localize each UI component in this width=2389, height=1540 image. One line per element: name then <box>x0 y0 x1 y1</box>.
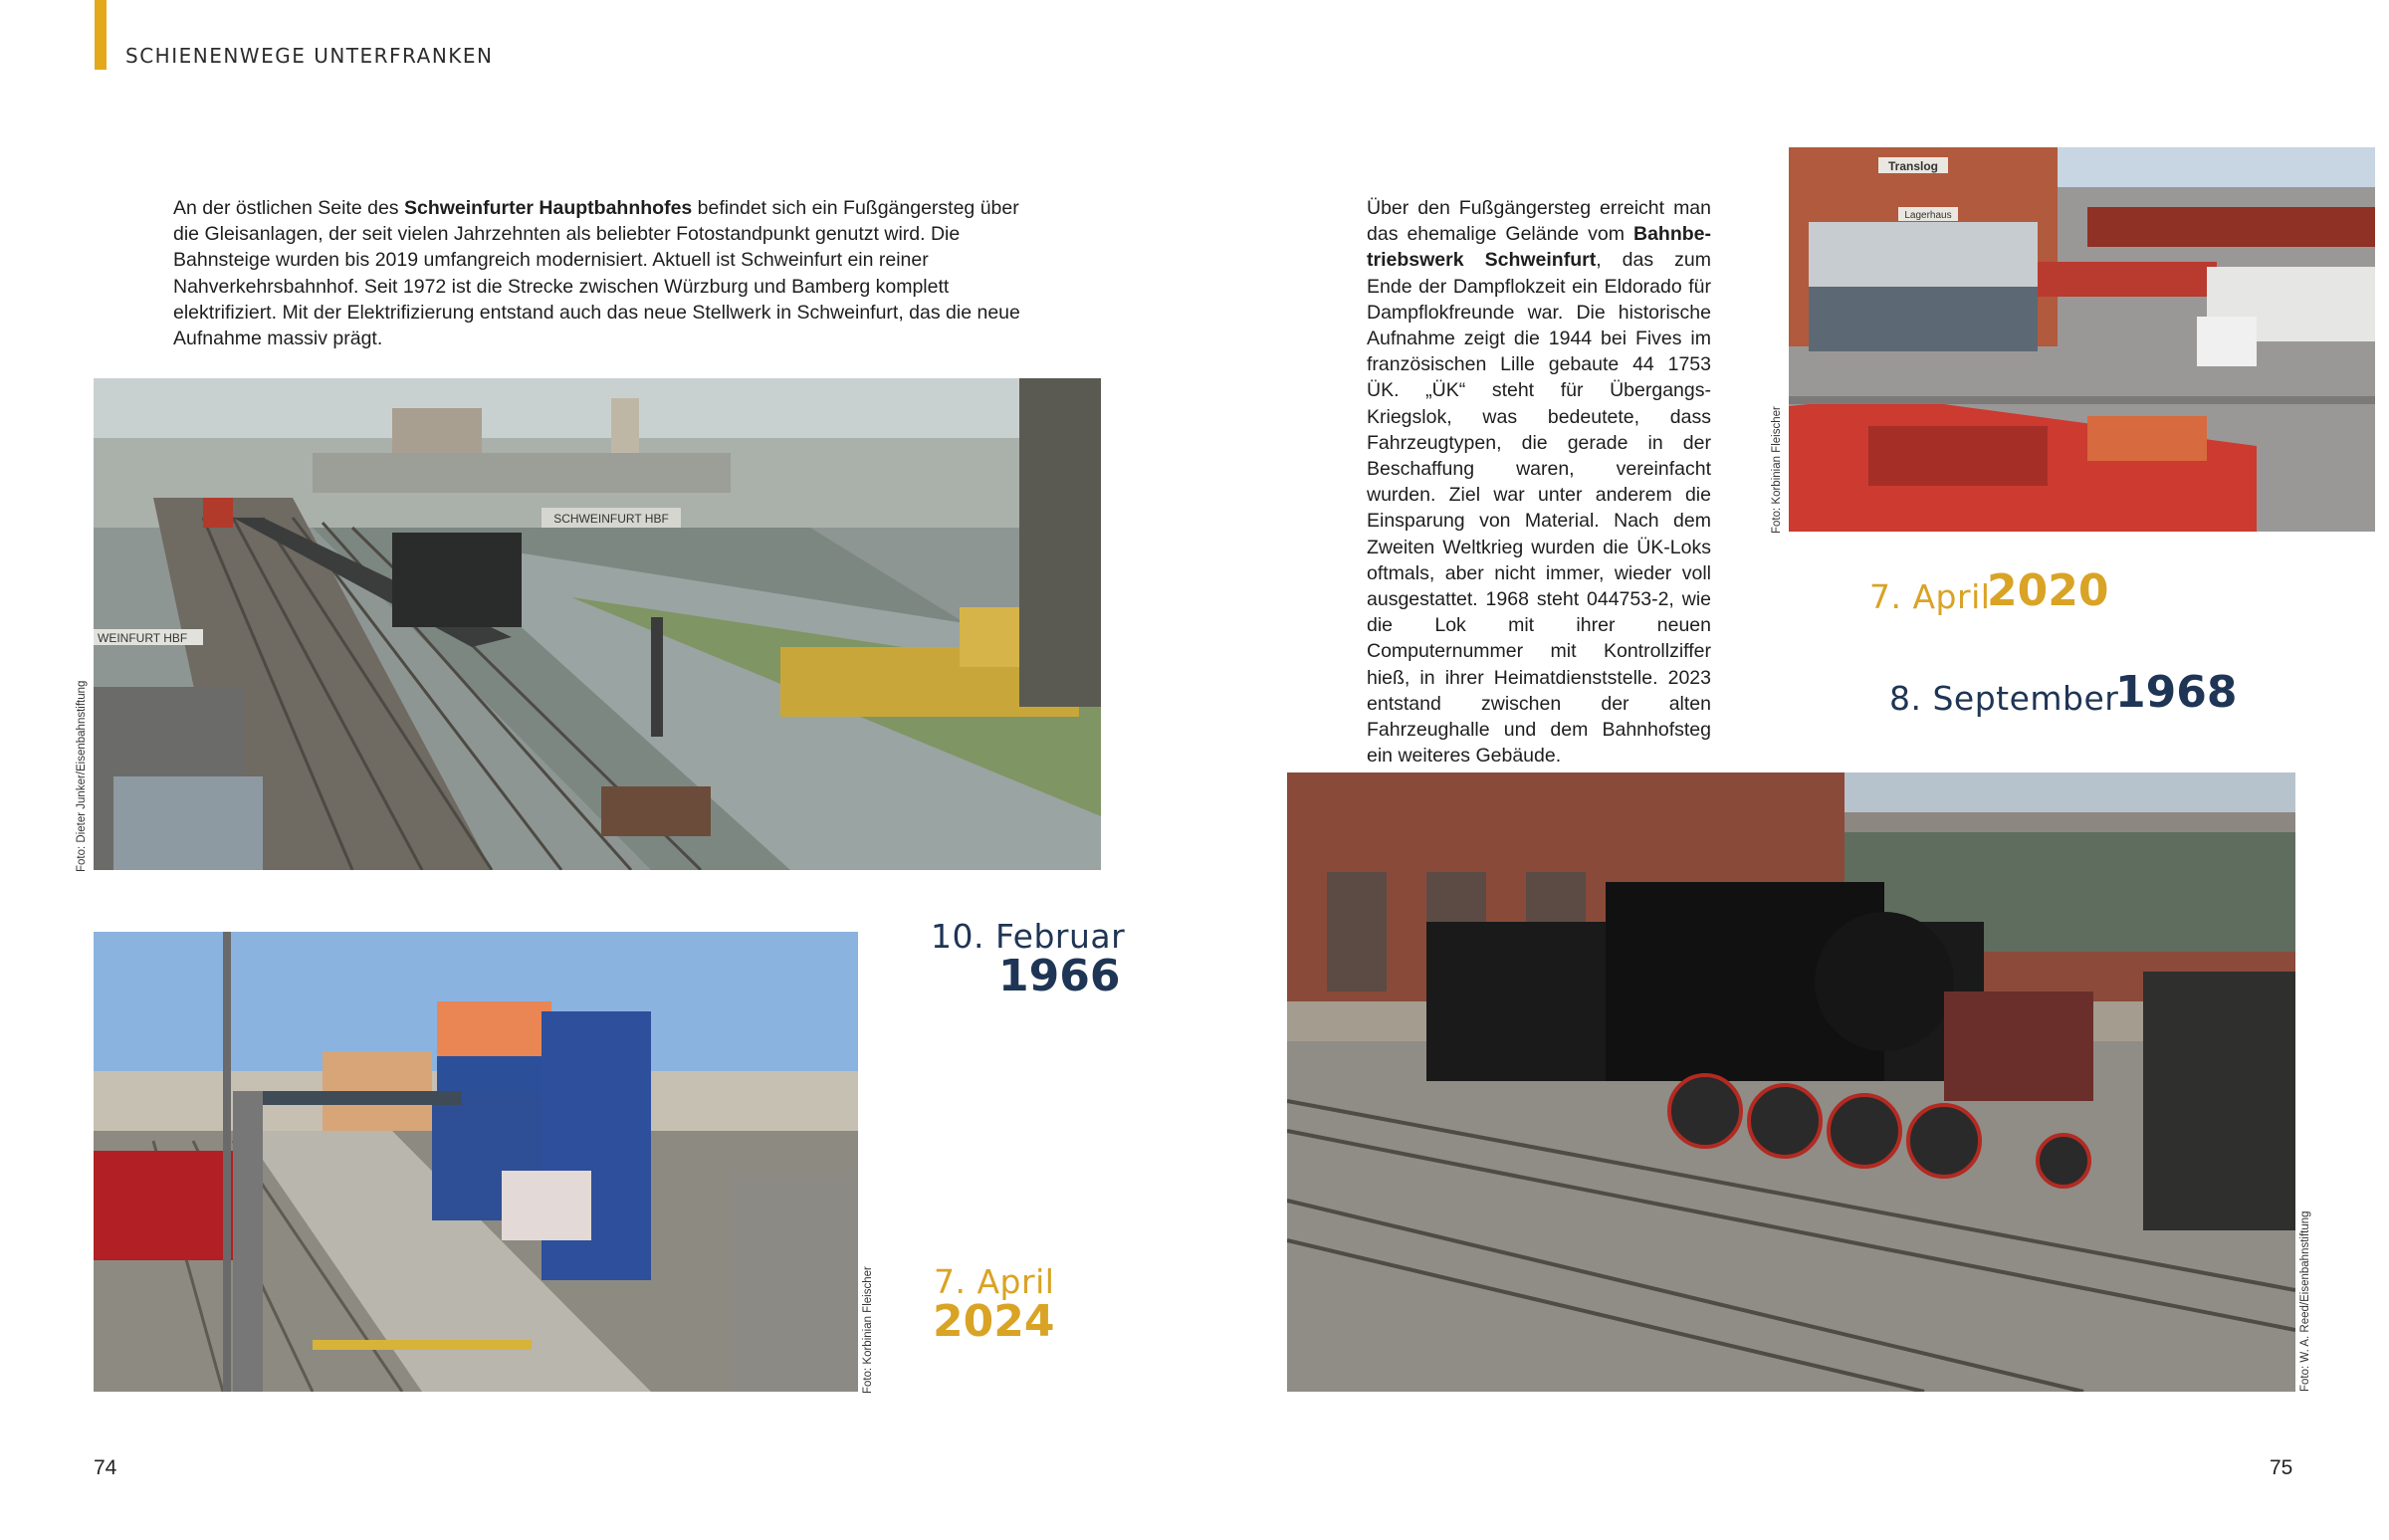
date-2024-year: 2024 <box>933 1296 1055 1347</box>
page-number-left: 74 <box>94 1456 117 1479</box>
date-2024-month: 7. April <box>934 1262 1055 1301</box>
date-1966-month: 10. Februar <box>931 917 1126 956</box>
right-article-text <box>1367 195 1711 769</box>
left-text-bold: Schweinfurter Hauptbahnhofes <box>403 197 693 219</box>
yard-sign-lagerhaus: Lagerhaus <box>1904 210 1952 221</box>
right-text-part-1: Über den Fußgängersteg erreicht man das ehemalige Gelände vom <box>1367 197 1711 246</box>
station-sign-left: WEINFURT HBF <box>98 631 188 645</box>
right-text-bold: Bahnbetriebswerk Schweinfurt <box>1367 223 1711 272</box>
credit-loco-1968: Foto: W. A. Reed/Eisenbahnstiftung <box>2299 1210 2311 1392</box>
date-1968-month: 8. September <box>1889 679 2119 718</box>
yard-sign-translog: Translog <box>1887 159 1939 173</box>
credit-yard-2020: Foto: Korbinian Fleischer <box>1771 406 1783 534</box>
running-header: SCHIENENWEGE UNTERFRANKEN <box>125 44 494 68</box>
header-accent-bar <box>95 0 107 70</box>
credit-station-1966: Foto: Dieter Junker/Eisenbahnstiftung <box>76 680 88 872</box>
left-article-text <box>173 195 1023 351</box>
photo-loco-1968 <box>1287 772 2295 1392</box>
page-number-right: 75 <box>2270 1456 2293 1479</box>
station-sign-top: SCHWEINFURT HBF <box>553 512 669 526</box>
date-2020-month: 7. April <box>1869 577 1991 616</box>
date-1966-year: 1966 <box>998 951 1121 1001</box>
credit-station-2024: Foto: Korbinian Fleischer <box>862 1266 874 1394</box>
date-1968-year: 1968 <box>2115 667 2238 718</box>
left-text-part-2: befindet sich ein Fußgängersteg über die Gleisanlagen, der seit vielen Jahrzehnten als beliebter Fotostandpunkt genutzt wird. Die Bahnsteige wurden bis 2019 umfangreich modernisiert. Aktuell ist Schweinfurt ein reiner Nahverkehrsbahnhof. Seit 1972 ist die Strecke zwischen Würzburg und Bamberg komplett elektrifiziert. Mit der Elektrifizierung entstand auch das neue Stellwerk in Schweinfurt, das die neue Aufnahme massiv prägt. <box>173 197 1020 350</box>
photo-yard-2020 <box>1789 147 2375 532</box>
photo-station-2024 <box>94 932 858 1392</box>
left-text-part-1: An der östlichen Seite des <box>173 197 404 219</box>
date-2020-year: 2020 <box>1987 565 2109 616</box>
right-text-part-2: , das zum Ende der Dampflokzeit ein Eldorado für Dampflokfreunde war. Die historische Aufnahme zeigt die 1944 bei Fives im französischen Lille gebaute 44 1753 ÜK. „ÜK“ steht für Übergangs-Kriegslok, was bedeutete, dass Fahrzeugtypen, die gerade in der Beschaffung waren, vereinfacht wurden. Ziel war unter anderem die Einsparung von Material. Nach dem Zweiten Weltkrieg wurden die ÜK-Loks oftmals, aber nicht immer, wieder voll ausgestattet. 1968 steht 044753-2, wie die Lok mit ihrer neuen Computernummer mit Kontrollziffer hieß, in ihrer Heimatdienststelle. 2023 entstand zwischen der alten Fahrzeughalle und dem Bahnhofsteg ein weiteres Gebäude. <box>1367 249 1711 768</box>
photo-station-1966 <box>94 378 1101 870</box>
